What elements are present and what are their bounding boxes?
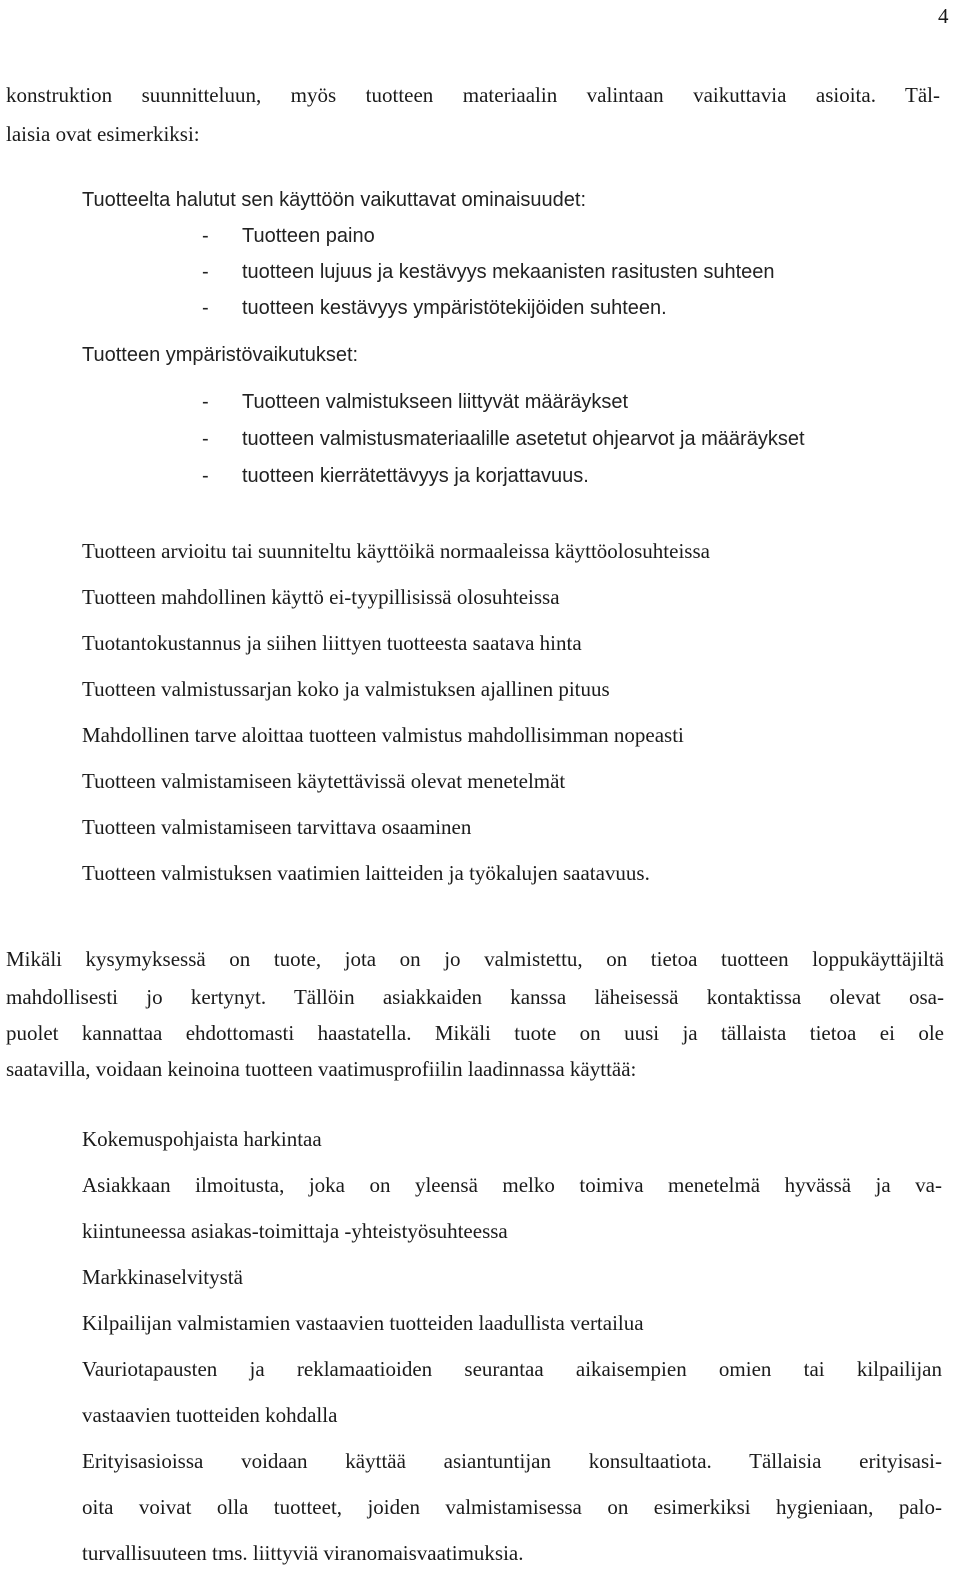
method-item: turvallisuuteen tms. liittyviä viranomaisvaatimuksia. [82,1541,524,1565]
list-dash: - [202,465,209,487]
factor-item: Tuotteen valmistamiseen tarvittava osaaminen [82,815,472,839]
method-item: Kokemuspohjaista harkintaa [82,1127,322,1151]
paragraph-line: Mikäli kysymyksessä on tuote, jota on jo valmistettu, on tietoa tuotteen loppukäyttäjiltä [6,947,944,971]
list-item: tuotteen lujuus ja kestävyys mekaanisten rasitusten suhteen [242,261,775,283]
method-item: kiintuneessa asiakas-toimittaja -yhteistyösuhteessa [82,1219,508,1243]
paragraph-line: saatavilla, voidaan keinoina tuotteen vaatimusprofiilin laadinnassa käyttää: [6,1057,637,1081]
list-item: tuotteen kierrätettävyys ja korjattavuus. [242,465,589,487]
list-dash: - [202,428,209,450]
environment-heading: Tuotteen ympäristövaikutukset: [82,344,359,366]
paragraph-line: puolet kannattaa ehdottomasti haastatella. Mikäli tuote on uusi ja tällaista tietoa ei ole [6,1021,944,1045]
list-dash: - [202,391,209,413]
list-dash: - [202,261,209,283]
method-item: Vauriotapausten ja reklamaatioiden seurantaa aikaisempien omien tai kilpailijan [82,1357,942,1381]
method-item: Asiakkaan ilmoitusta, joka on yleensä melko toimiva menetelmä hyvässä ja va- [82,1173,942,1197]
page-number: 4 [938,4,949,28]
factor-item: Tuotteen arvioitu tai suunniteltu käyttöikä normaaleissa käyttöolosuhteissa [82,539,710,563]
list-item: Tuotteen paino [242,225,375,247]
paragraph-line: mahdollisesti jo kertynyt. Tällöin asiakkaiden kanssa läheisessä kontaktissa olevat osa- [6,985,944,1009]
list-item: tuotteen valmistusmateriaalille asetetut ohjearvot ja määräykset [242,428,805,450]
factor-item: Tuotteen mahdollinen käyttö ei-tyypillisissä olosuhteissa [82,585,560,609]
intro-line: laisia ovat esimerkiksi: [6,122,200,146]
factor-item: Mahdollinen tarve aloittaa tuotteen valmistus mahdollisimman nopeasti [82,723,684,747]
method-item: oita voivat olla tuotteet, joiden valmistamisessa on esimerkiksi hygieniaan, palo- [82,1495,942,1519]
factor-item: Tuotteen valmistuksen vaatimien laitteiden ja työkalujen saatavuus. [82,861,650,885]
list-item: Tuotteen valmistukseen liittyvät määräykset [242,391,629,413]
method-item: Markkinaselvitystä [82,1265,243,1289]
method-item: vastaavien tuotteiden kohdalla [82,1403,338,1427]
properties-heading: Tuotteelta halutut sen käyttöön vaikuttavat ominaisuudet: [82,189,587,211]
factor-item: Tuotantokustannus ja siihen liittyen tuotteesta saatava hinta [82,631,582,655]
method-item: Erityisasioissa voidaan käyttää asiantuntijan konsultaatiota. Tällaisia erityisasi- [82,1449,942,1473]
list-dash: - [202,225,209,247]
factor-item: Tuotteen valmistussarjan koko ja valmistuksen ajallinen pituus [82,677,610,701]
method-item: Kilpailijan valmistamien vastaavien tuotteiden laadullista vertailua [82,1311,644,1335]
intro-line: konstruktion suunnitteluun, myös tuotteen materiaalin valintaan vaikuttavia asioita. Täl- [6,83,940,107]
factor-item: Tuotteen valmistamiseen käytettävissä olevat menetelmät [82,769,566,793]
list-item: tuotteen kestävyys ympäristötekijöiden suhteen. [242,297,667,319]
list-dash: - [202,297,209,319]
